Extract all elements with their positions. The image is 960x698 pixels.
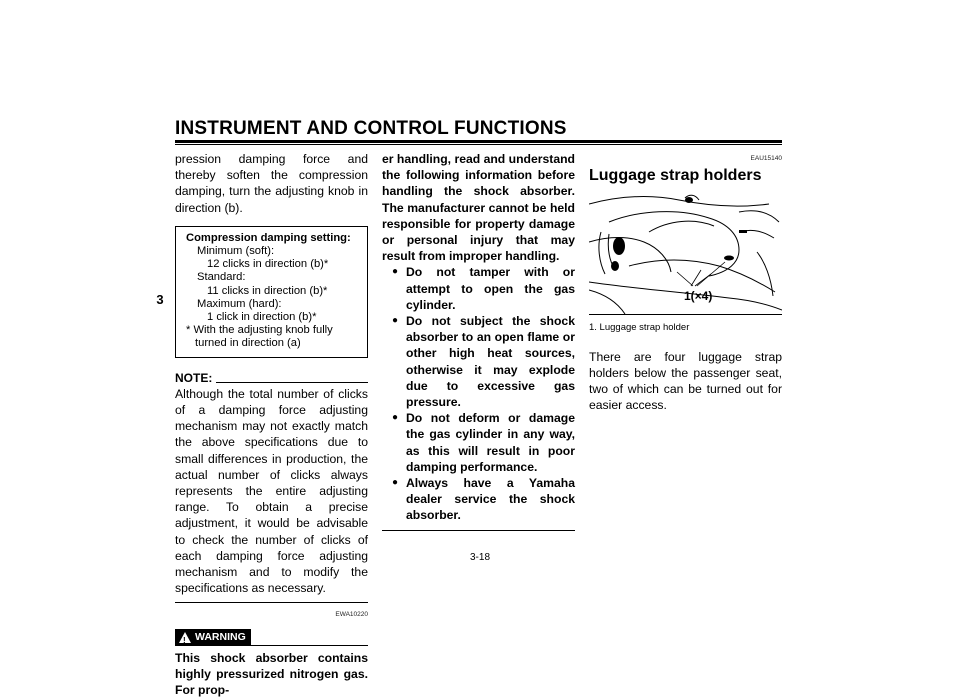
warning-code: EWA10220 xyxy=(335,611,368,619)
spec-min-label: Minimum (soft): xyxy=(197,245,275,258)
column-3 xyxy=(589,151,782,413)
warning-label: WARNING xyxy=(195,631,246,644)
spec-max-label: Maximum (hard): xyxy=(197,297,282,310)
header-rule-thin xyxy=(175,144,782,145)
warning-text: This shock absorber contains highly pressurized nitrogen gas. For prop- xyxy=(175,650,368,698)
note-text: Although the total number of clicks of a damping force adjusting mechanism may not exactly match the above specifications due to small differences in production, the actual number of clicks always represents the entire adjusting range. To obtain a precise adjustment, it would be advisable to check the number of clicks of each damping force adjusting mechanism and to modify the specifications as necessary. xyxy=(175,386,368,596)
spec-max-value: 1 click in direction (b)* xyxy=(207,311,317,324)
intro-paragraph: pression damping force and thereby soften the compression damping, turn the adjusting knob in direction (b). xyxy=(175,152,368,215)
column-1 xyxy=(175,151,368,698)
note-heading xyxy=(175,370,368,386)
warning-heading xyxy=(175,629,368,646)
list-item: ● Do not subject the shock absorber to an open flame or other high heat sources, otherwise it may explode due to excessive gas pressure. xyxy=(392,313,575,410)
warning-continued: er handling, read and understand the following information before handling the shock absorber. The manufacturer cannot be held responsible for property damage or personal injury that may result from improper handling. xyxy=(382,152,575,264)
motorcycle-rear-drawing xyxy=(589,192,782,314)
warning-bullets xyxy=(382,264,575,523)
photo-caption: 1. Luggage strap holder xyxy=(589,322,690,334)
column-2 xyxy=(382,151,575,531)
note-rule xyxy=(216,382,368,383)
spec-std-value: 11 clicks in direction (b)* xyxy=(207,284,328,297)
spec-box xyxy=(175,226,368,358)
list-item: ● Do not tamper with or attempt to open the gas cylinder. xyxy=(392,264,575,313)
luggage-strap-illustration xyxy=(589,192,782,315)
warning-end-rule xyxy=(382,530,575,531)
spec-footnote: * With the adjusting knob fully turned in direction (a) xyxy=(186,324,333,350)
header-rule xyxy=(175,140,782,143)
spec-std-label: Standard: xyxy=(197,271,246,284)
spec-title: Compression damping setting: xyxy=(186,231,351,244)
photo-callout: 1(×4) xyxy=(684,289,713,304)
list-item: ● Do not deform or damage the gas cylinder in any way, as this will result in poor damping performance. xyxy=(392,410,575,475)
warning-badge xyxy=(175,629,251,646)
chapter-tab: 3 xyxy=(156,291,164,307)
section-title: Luggage strap holders xyxy=(589,167,762,185)
note-end-rule xyxy=(175,602,368,603)
note-label: NOTE: xyxy=(175,370,213,385)
page-title: INSTRUMENT AND CONTROL FUNCTIONS xyxy=(175,118,567,139)
warning-rule xyxy=(251,645,368,646)
spec-min-value: 12 clicks in direction (b)* xyxy=(207,258,329,271)
section-body: There are four luggage strap holders below the passenger seat, two of which can be turned out for easier access. xyxy=(589,349,782,413)
page-number: 3-18 xyxy=(469,552,490,563)
list-item: ● Always have a Yamaha dealer service the shock absorber. xyxy=(392,475,575,524)
section-code: EAU15140 xyxy=(750,155,782,162)
warning-icon: ! xyxy=(179,632,191,643)
